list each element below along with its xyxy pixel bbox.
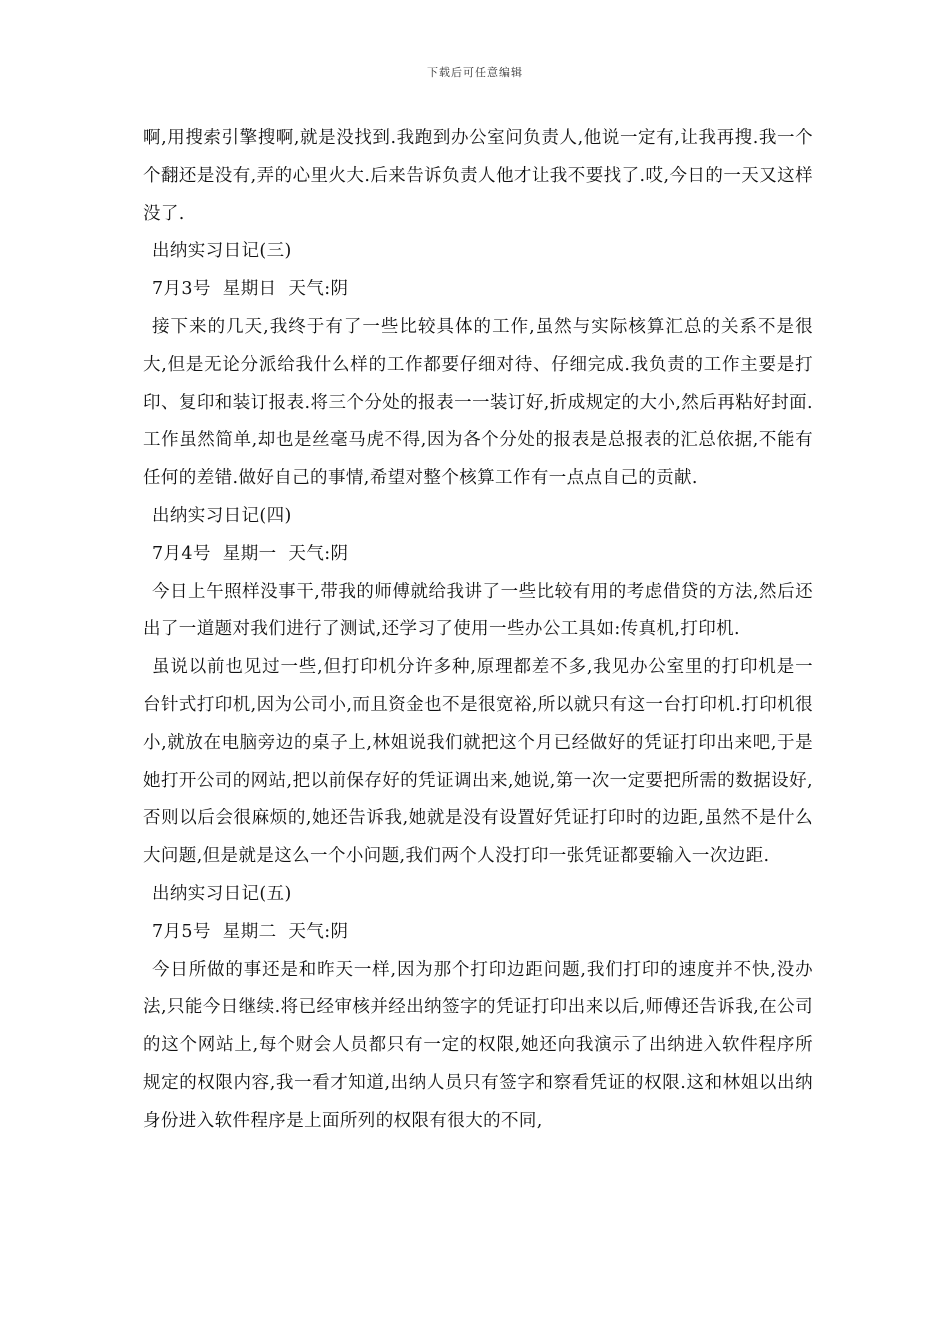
page-header-note: 下载后可任意编辑 bbox=[427, 66, 523, 79]
paragraph-4b: 虽说以前也见过一些,但打印机分许多种,原理都差不多,我见办公室里的打印机是一台针式打印机,因为公司小,而且资金也不是很宽裕,所以就只有这一台打印机.打印机很小,就放在电脑旁边的桌子上,林姐说我们就把这个月已经做好的凭证打印出来吧,于是她打开公司的网站,把以前保存好的凭证调出来,她说,第一次一定要把所需的数据设好,否则以后会很麻烦的,她还告诉我,她就是没有设置好凭证打印时的边距,虽然不是什么大问题,但是就是这么一个小问题,我们两个人没打印一张凭证都要输入一次边距. bbox=[143, 657, 813, 867]
paragraph-continued: 啊,用搜索引擎搜啊,就是没找到.我跑到办公室问负责人,他说一定有,让我再搜.我一个个翻还是没有,弄的心里火大.后来告诉负责人他才让我不要找了.哎,今日的一天又这样没了. bbox=[143, 128, 813, 224]
dateline-5: 7月5号 星期二 天气:阴 bbox=[152, 921, 349, 942]
dateline-4: 7月4号 星期一 天气:阴 bbox=[152, 543, 349, 564]
section-heading-3: 出纳实习日记(三) bbox=[152, 241, 292, 262]
section-heading-5: 出纳实习日记(五) bbox=[152, 883, 292, 904]
paragraph-4a: 今日上午照样没事干,带我的师傅就给我讲了一些比较有用的考虑借贷的方法,然后还出了一道题对我们进行了测试,还学习了使用一些办公工具如:传真机,打印机. bbox=[143, 581, 813, 640]
section-heading-4: 出纳实习日记(四) bbox=[152, 505, 292, 526]
dateline-3: 7月3号 星期日 天气:阴 bbox=[152, 279, 349, 300]
paragraph-3: 接下来的几天,我终于有了一些比较具体的工作,虽然与实际核算汇总的关系不是很大,但是无论分派给我什么样的工作都要仔细对待、仔细完成.我负责的工作主要是打印、复印和装订报表.将三个分处的报表一一装订好,折成规定的大小,然后再粘好封面.工作虽然简单,却也是丝毫马虎不得,因为各个分处的报表是总报表的汇总依据,不能有任何的差错.做好自己的事情,希望对整个核算工作有一点点自己的贡献. bbox=[143, 316, 813, 489]
paragraph-5: 今日所做的事还是和昨天一样,因为那个打印边距问题,我们打印的速度并不快,没办法,只能今日继续.将已经审核并经出纳签字的凭证打印出来以后,师傅还告诉我,在公司的这个网站上,每个财会人员都只有一定的权限,她还向我演示了出纳进入软件程序所规定的权限内容,我一看才知道,出纳人员只有签字和察看凭证的权限.这和林姐以出纳身份进入软件程序是上面所列的权限有很大的不同, bbox=[143, 959, 813, 1131]
document-body bbox=[143, 120, 813, 1141]
